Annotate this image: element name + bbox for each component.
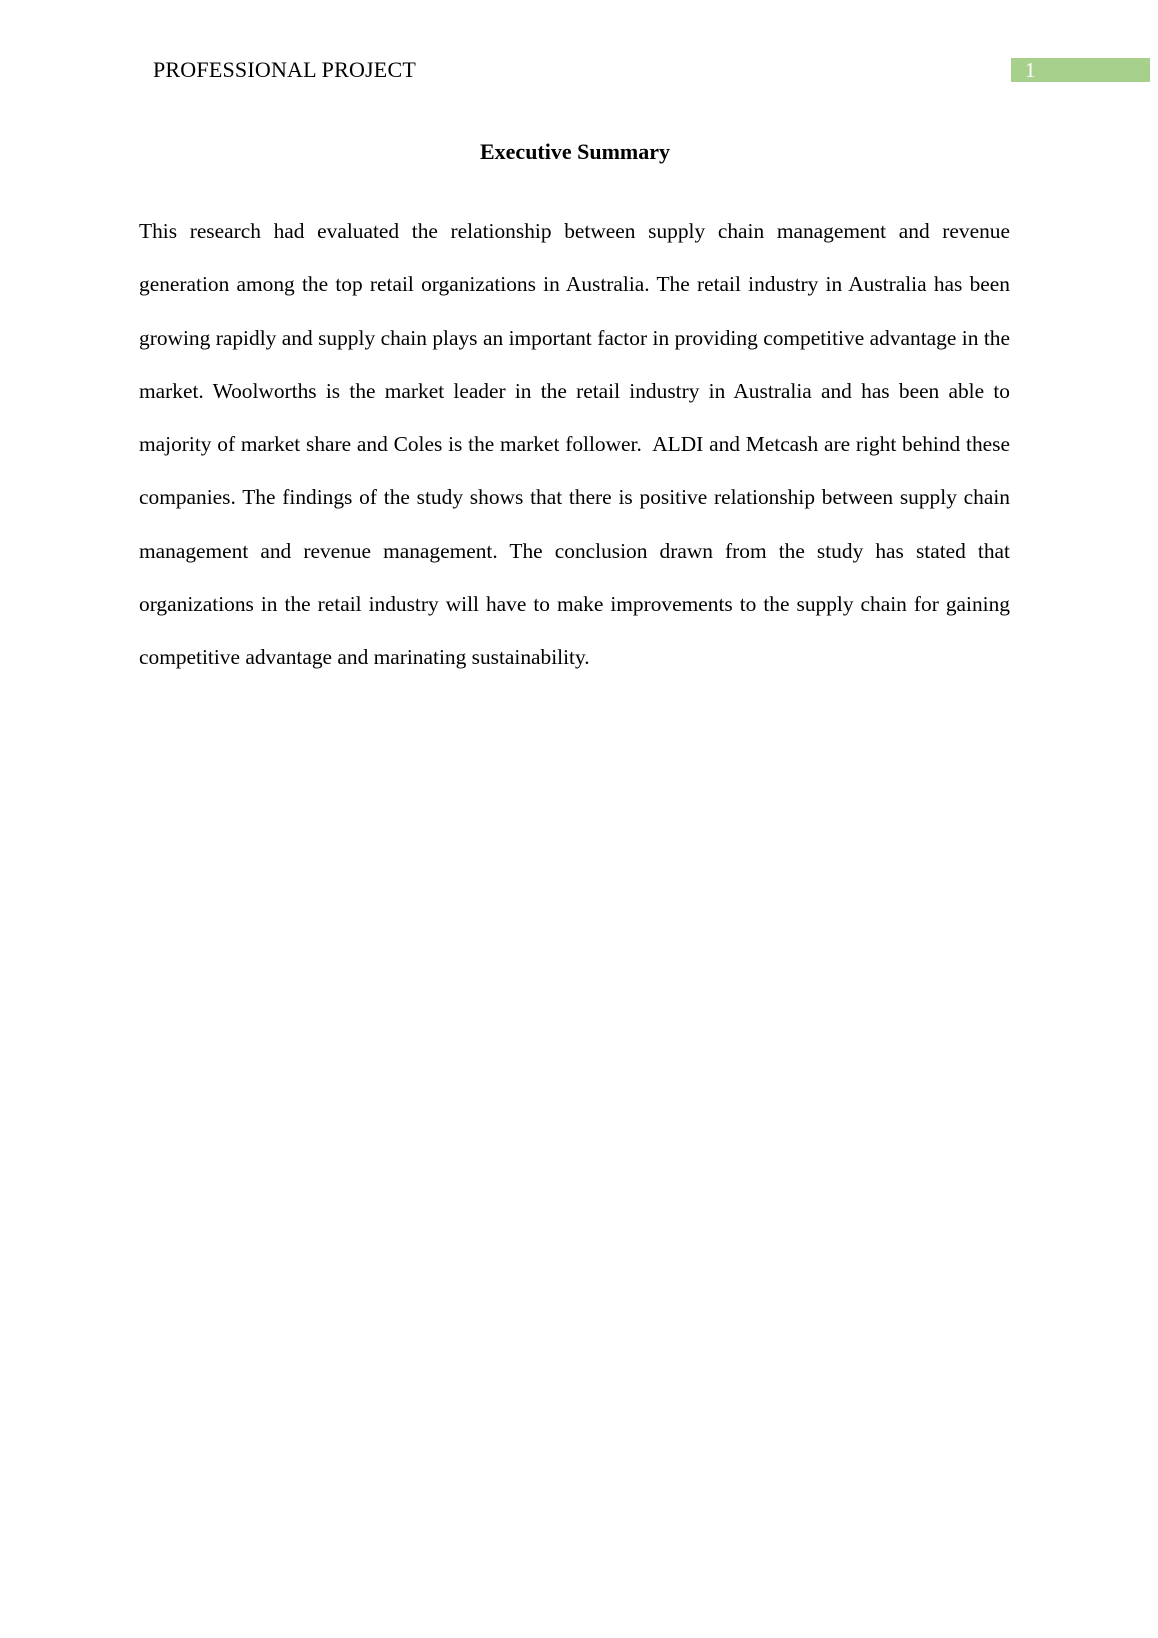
executive-summary-paragraph: This research had evaluated the relationship between supply chain management and revenue generation among the top retail organizations in Australia. The retail industry in Australia has been growing rapidly and supply chain plays an important factor in providing competitive advantage in the market. Woolworths is the market leader in the retail industry in Australia and has been able to majority of market share and Coles is the market follower. ALDI and Metcash are right behind these companies. The findings of the study shows that there is positive relationship between supply chain management and revenue management. The conclusion drawn from the study has stated that organizations in the retail industry will have to make improvements to the supply chain for gaining competitive advantage and marinating sustainability. xyxy=(139,219,1016,670)
running-head: PROFESSIONAL PROJECT xyxy=(153,57,416,82)
page-number: 1 xyxy=(1025,58,1036,82)
section-title: Executive Summary xyxy=(479,139,671,164)
page-number-badge xyxy=(1011,58,1150,82)
